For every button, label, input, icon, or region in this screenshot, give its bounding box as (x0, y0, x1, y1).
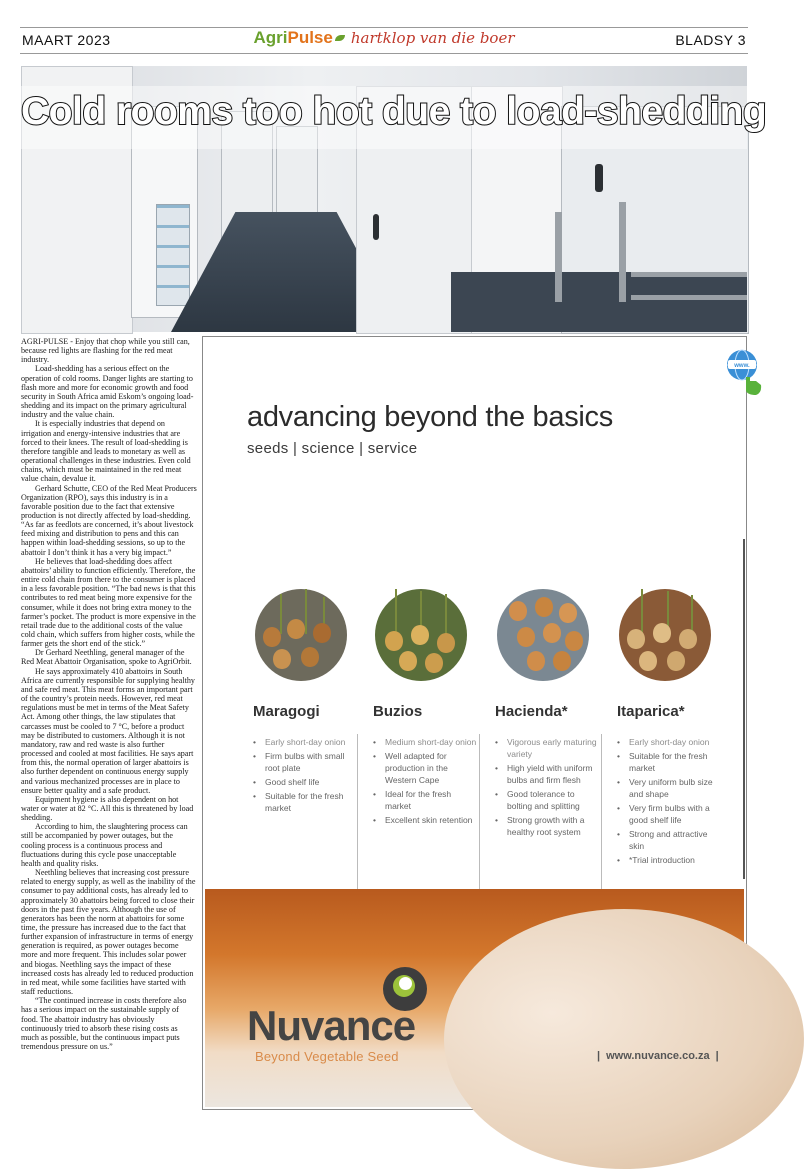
masthead-agri: Agri (253, 28, 288, 47)
article-paragraph: He says approximately 410 abattoirs in South Africa are currently responsible for supplying healthy and safe red meat. This meat forms an important part of the country’s protein needs. However, red meat regulations must be met in terms of the Meat Safety Act. Among other things, the law stipulates that carcasses must be cooled to 7 °C, before a product may be distributed to customers. Although it is not mandatory, raw and red waste is also further processed and cooled at most facilities. He says apart from this, the normal operation of larger abattoirs is also further dependent on continuous energy supply and various mechanized processes are in place to ensure better quality and a safe product. (21, 666, 195, 795)
www-click-icon[interactable] (726, 349, 766, 402)
bollard (619, 202, 626, 302)
product-maragogi (243, 589, 358, 816)
door-handle (595, 164, 603, 192)
article-paragraph: According to him, the slaughtering process can still be accompanied by power outages, but the cooling process is a continuous process and fluctuations during this cycle pose unacceptable health and quality risks. (21, 822, 188, 868)
page-number: BLADSY 3 (675, 32, 746, 48)
issue-date: MAART 2023 (22, 32, 111, 48)
brand-tagline: Beyond Vegetable Seed (255, 1049, 399, 1064)
product-features (243, 736, 358, 814)
product-itaparica (607, 589, 722, 868)
door-handle (373, 214, 379, 240)
svg-text:www.: www. (734, 363, 750, 369)
column-divider (357, 734, 358, 894)
product-name: Itaparica* (617, 703, 685, 720)
feature-item: • Early short-day onion (617, 736, 722, 748)
feature-item: • Good tolerance to bolting and splitting (495, 788, 600, 812)
feature-item: • Strong and attractive skin (617, 828, 722, 852)
article-paragraph: Neethling believes that increasing cost pressure related to energy supply, as well as the inability of the consumer to pay additional costs, has already led to approximately 30 abattoirs being forced to close their doors in the past five years. Although the use of generators has been the norm at abattoirs for some time, the pressure has increased due to the fact that further expansion of infrastructure in terms of energy generation is required, as power outages become more and more frequent. This includes solar power and biogas. Neethling says the impact of these increased costs has already led to reduced production in red meat, while some facilities have started with staff reductions. (21, 868, 196, 997)
article-paragraph: AGRI-PULSE - Enjoy that chop while you still can, because red lights are flashing for the red meat industry. (21, 337, 190, 365)
product-name: Maragogi (253, 703, 320, 720)
masthead-tagline: hartklop van die boer (350, 29, 515, 47)
advert-title: advancing beyond the basics (247, 401, 613, 433)
header-bottom-rule (20, 53, 748, 54)
feature-item: • Excellent skin retention (373, 814, 478, 826)
feature-item: • Very firm bulbs with a good shelf life (617, 802, 722, 826)
article-paragraph: Gerhard Schutte, CEO of the Red Meat Producers Organization (RPO), says this industry is in a favorable position due to the fact that extensive production is not directly affected by load-shedding. “As far as feedlots are concerned, it’s about livestock feed mixing and distribution to pens and this can happen within load-shedding sessions, so up to the abattoir I don’t think it has a very big impact.” (21, 483, 197, 557)
feature-item: • Ideal for the fresh market (373, 788, 478, 812)
feature-item: • Very uniform bulb size and shape (617, 776, 722, 800)
product-features (363, 736, 478, 826)
onion-photo (375, 589, 467, 681)
feature-item: • Medium short-day onion (373, 736, 478, 748)
product-name: Buzios (373, 703, 423, 720)
onion-photo (497, 589, 589, 681)
feature-item: • Vigorous early maturing variety (495, 736, 600, 760)
headline: Cold rooms too hot due to load-shedding (21, 90, 767, 133)
leaf-icon (335, 35, 345, 41)
product-hacienda (485, 589, 600, 840)
advert-subtitle: seeds | science | service (247, 440, 418, 457)
feature-item: • Firm bulbs with small root plate (253, 750, 358, 774)
product-buzios (363, 589, 478, 828)
guard-rail (631, 295, 747, 300)
product-features (485, 736, 600, 838)
feature-item: • High yield with uniform bulbs and firm flesh (495, 762, 600, 786)
hero-photo-cold-room (21, 66, 767, 332)
article-paragraph: Equipment hygiene is also dependent on hot water or water at 82 °C. All this is threatened by load shedding. (21, 794, 194, 823)
product-name: Hacienda* (495, 703, 568, 720)
masthead-logo (0, 28, 768, 48)
feature-item: • Strong growth with a healthy root system (495, 814, 600, 838)
feature-item: • Early short-day onion (253, 736, 358, 748)
brand-website-link[interactable]: | www.nuvance.co.za | (597, 1050, 719, 1062)
bollard (555, 212, 562, 302)
product-features (607, 736, 722, 866)
article-paragraph: Load-shedding has a serious effect on the operation of cold rooms. Danger lights are starting to flash more and more for economic growth and food security in South Africa amid Eskom’s ongoing load-shedding and its impact on the primary agricultural industry and the value chain. (21, 364, 194, 420)
onion-photo (619, 589, 711, 681)
storage-rack (156, 204, 190, 306)
onion-close-up (444, 909, 804, 1169)
nuvance-advert[interactable] (205, 339, 750, 1107)
floor (451, 272, 747, 332)
divider-line (743, 539, 745, 879)
column-divider (479, 734, 480, 894)
feature-item: • *Trial introduction (617, 854, 722, 866)
feature-item: • Good shelf life (253, 776, 358, 788)
article-paragraph: “The continued increase in costs therefore also has a serious impact on the sustainable supply of food. The abattoir industry has obviously continuously tried to absorb these rising costs as much as possible, but the continuous impact puts tremendous pressure on us.” (21, 996, 187, 1052)
article-paragraph: He believes that load-shedding does affect abattoirs’ ability to function efficiently. Therefore, the entire cold chain from there to the consumer is placed in a less favorable position. “The bad news is that this contributes to red meat being more expensive for the consumer, while it does not bring extra money to the farmer’s pocket. The product is more expensive in the retail trade due to the additional costs of the value cold chain, which suffers from higher costs, while the farmer gets the short end of the stick.” (21, 556, 196, 649)
onion-photo (255, 589, 347, 681)
feature-item: • Well adapted for production in the Western Cape (373, 750, 478, 786)
article-paragraph: Dr Gerhard Neethling, general manager of the Red Meat Abattoir Organisation, spoke to AgriOrbit. (21, 648, 192, 667)
guard-rail (631, 272, 747, 277)
brand-name: Nuvance (247, 1002, 416, 1049)
article-paragraph: It is especially industries that depend on irrigation and energy-intensive industries that are forced to their knees. The result of load-shedding is therefore tangible and leads to monetary as well as operational challenges in these industries. Even cold chains, which must be maintained in the red meat value chain, devalue it. (21, 419, 191, 484)
advert-background-wood (205, 889, 744, 1107)
article-body (21, 337, 197, 1051)
masthead-pulse: Pulse (287, 28, 333, 47)
column-divider (601, 734, 602, 894)
feature-item: • Suitable for the fresh market (253, 790, 358, 814)
feature-item: • Suitable for the fresh market (617, 750, 722, 774)
